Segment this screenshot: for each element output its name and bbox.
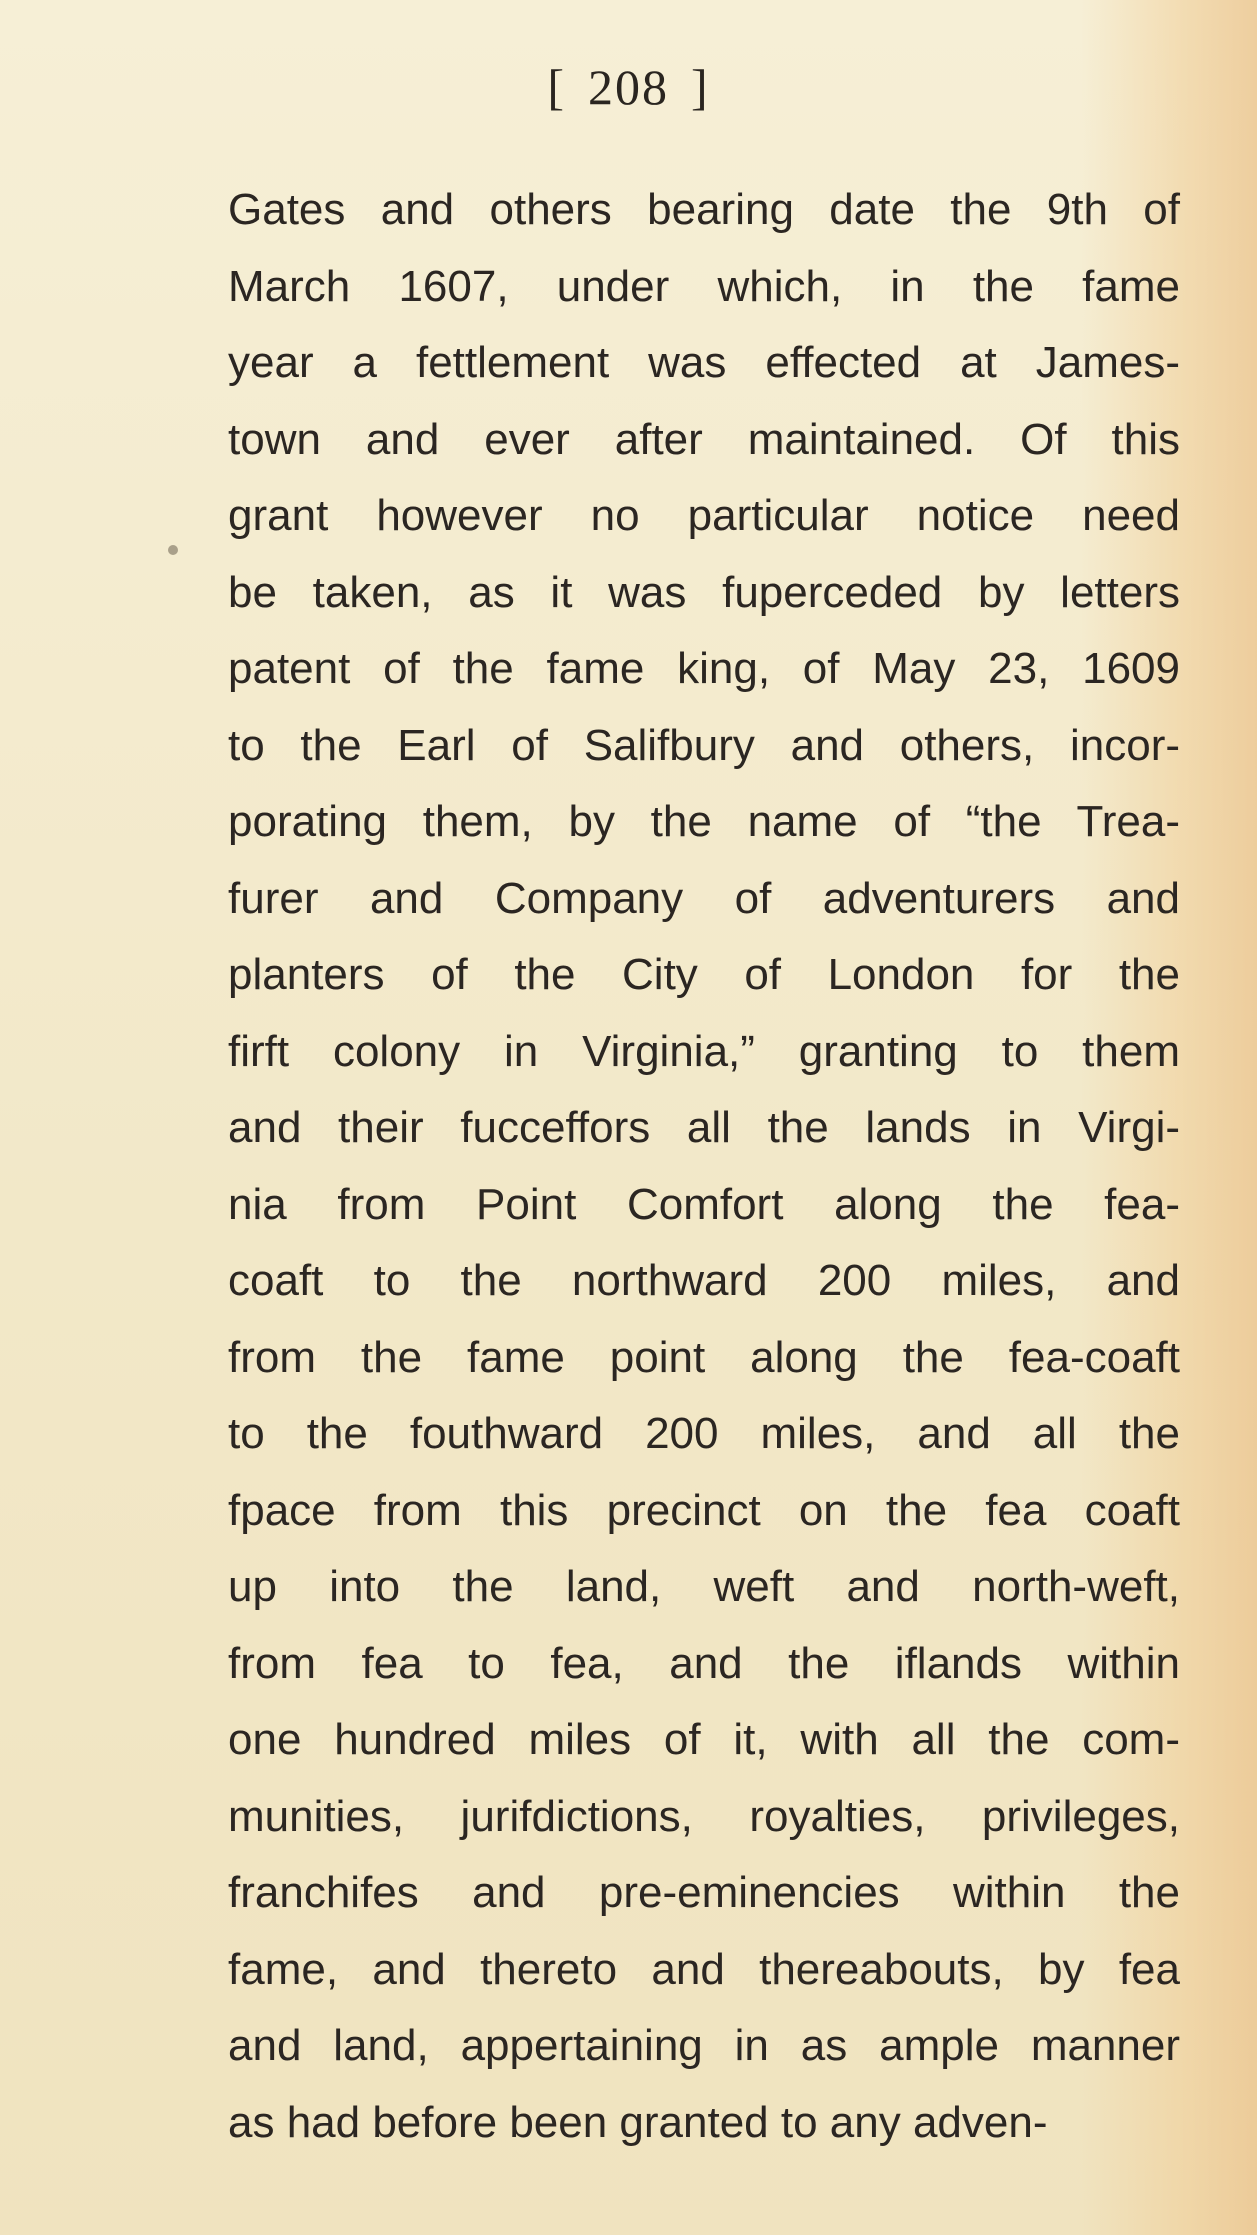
text-line: planters of the City of London for the (228, 950, 1180, 999)
text-line: town and ever after maintained. Of this (228, 414, 1180, 464)
text-line: one hundred miles of it, with all the com- (228, 1715, 1180, 1764)
text-line: and their fucceffors all the lands in Virgi- (228, 1103, 1180, 1152)
text-line: firft colony in Virginia,” granting to them (228, 1026, 1180, 1076)
text-line: fame, and thereto and thereabouts, by fea (228, 1944, 1180, 1994)
right-bracket: ] (691, 59, 710, 115)
text-line: to the fouthward 200 miles, and all the (228, 1409, 1180, 1458)
text-line: up into the land, weft and north-weft, (228, 1562, 1180, 1611)
text-line: March 1607, under which, in the fame (228, 261, 1180, 311)
text-line: furer and Company of adventurers and (228, 873, 1180, 923)
text-line: year a fettlement was effected at James- (228, 338, 1180, 387)
text-line: as had before been granted to any adven- (228, 2097, 1048, 2147)
text-line: patent of the fame king, of May 23, 1609 (228, 644, 1180, 693)
text-line: franchifes and pre-eminencies within the (228, 1868, 1180, 1917)
text-line: from fea to fea, and the iflands within (228, 1638, 1180, 1688)
text-line: coaft to the northward 200 miles, and (228, 1256, 1180, 1305)
text-line: Gates and others bearing date the 9th of (228, 185, 1180, 234)
text-line: to the Earl of Salifbury and others, incor- (228, 720, 1180, 770)
page-header (0, 58, 1257, 116)
ink-speck (168, 545, 178, 555)
left-bracket: [ (547, 59, 566, 115)
text-line: munities, jurifdictions, royalties, privileges, (228, 1791, 1180, 1841)
text-line: nia from Point Comfort along the fea- (228, 1179, 1180, 1229)
text-line: fpace from this precinct on the fea coaft (228, 1485, 1180, 1535)
text-line: and land, appertaining in as ample manner (228, 2021, 1180, 2070)
text-line: porating them, by the name of “the Trea- (228, 797, 1180, 846)
text-line: be taken, as it was fuperceded by letters (228, 567, 1180, 617)
body-text (228, 172, 1180, 2161)
text-line: from the fame point along the fea-coaft (228, 1332, 1180, 1382)
page-number: 208 (588, 59, 669, 115)
text-line: grant however no particular notice need (228, 491, 1180, 540)
